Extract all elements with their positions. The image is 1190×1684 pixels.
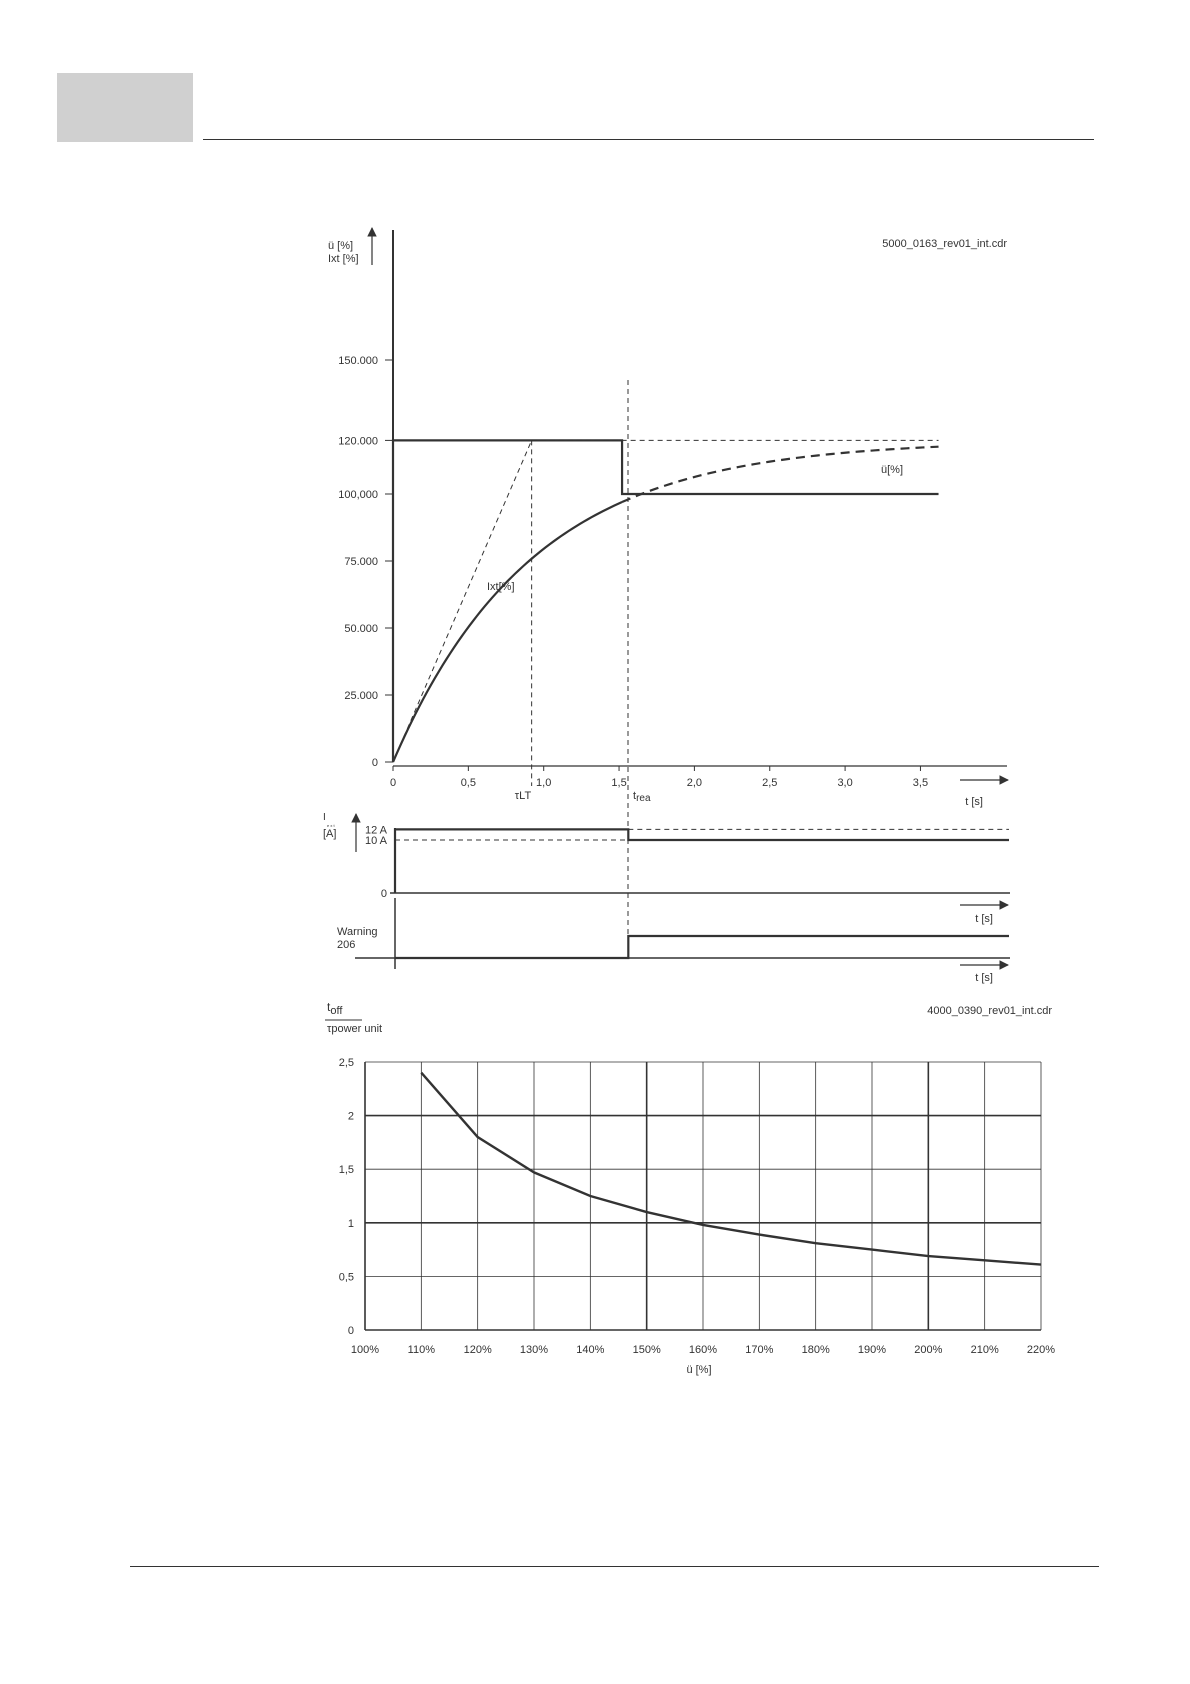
- chart4-y-ticks: [339, 1057, 354, 1337]
- chart1-y-tick-label: 25.000: [344, 690, 378, 702]
- chart4-x-tick-label: 220%: [1026, 1344, 1056, 1356]
- chart-iext: [323, 812, 1010, 925]
- chart2-y-tick-label: 10 A: [364, 835, 387, 847]
- chart4-x-tick-label: 100%: [350, 1344, 380, 1356]
- t-rea-marker-label: trea: [633, 790, 651, 804]
- chart4-ylabel-denominator: τpower unit: [327, 1023, 383, 1035]
- chart1-y-ticks: [338, 355, 393, 769]
- chart4-x-tick-label: 130%: [519, 1344, 549, 1356]
- chart2-series: [395, 829, 1009, 893]
- chart3-series: [395, 936, 1009, 958]
- chart4-x-tick-label: 160%: [688, 1344, 718, 1356]
- chart4-x-tick-label: 120%: [463, 1344, 492, 1356]
- chart4-y-tick-label: 2,5: [338, 1057, 354, 1069]
- chart1-x-tick-label: 0,5: [460, 777, 476, 789]
- chart1-x-tick-label: 0: [389, 777, 397, 789]
- chart2-y-ticks: [365, 824, 388, 900]
- chart1-series: [393, 440, 939, 786]
- chart4-ylabel-numerator: toff: [327, 1000, 343, 1017]
- chart1-x-tick-label: 3,5: [912, 777, 929, 789]
- chart4-x-tick-label: 180%: [801, 1344, 830, 1356]
- chart-overload-time: [328, 228, 1008, 808]
- chart4-y-tick-label: 0: [347, 1325, 354, 1337]
- chart1-x-tick-label: 1,0: [536, 777, 552, 789]
- chart1-x-tick-label: 2,5: [762, 777, 778, 789]
- chart2-y-tick-label: 12 A: [364, 824, 387, 837]
- chart3-ylabel-206: 206: [337, 939, 356, 951]
- chart1-series-line: [393, 502, 622, 762]
- chart4-x-tick-label: 150%: [632, 1344, 661, 1356]
- chart4-x-tick-label: 110%: [407, 1344, 435, 1356]
- chart-toff-ratio: [325, 1000, 1055, 1376]
- chart4-ylabel-num-sub: off: [330, 1005, 343, 1017]
- chart1-ylabel-ue: ü [%]: [328, 240, 354, 252]
- chart4-x-tick-label: 140%: [576, 1344, 605, 1356]
- chart1-y-tick-label: 75.000: [344, 556, 378, 568]
- chart1-y-tick-label: 150.000: [338, 355, 378, 367]
- chart1-x-tick-label: 3,0: [837, 777, 853, 789]
- chart4-x-tick-label: 210%: [970, 1344, 999, 1356]
- chart4-y-tick-label: 0,5: [338, 1271, 354, 1284]
- chart4-x-tick-label: 190%: [857, 1344, 887, 1356]
- chart4-series-line: [421, 1073, 1041, 1265]
- chart4-x-tick-label: 170%: [745, 1344, 774, 1356]
- chart1-label-ixt: Ixt[%]: [487, 581, 515, 593]
- chart1-y-tick-label: 50.000: [344, 623, 378, 635]
- chart1-series-line: [393, 440, 532, 762]
- chart4-series: [421, 1073, 1041, 1265]
- chart4-y-tick-label: 2: [347, 1110, 354, 1123]
- chart4-y-tick-label: 1: [347, 1217, 354, 1230]
- chart1-x-tick-label: 1,5: [611, 777, 627, 789]
- chart2-ylabel-a: [A]: [323, 828, 337, 840]
- chart1-label-ue: ü[%]: [881, 464, 904, 476]
- chart2-y-tick-label: 0: [380, 888, 387, 900]
- chart1-source-label: 5000_0163_rev01_int.cdr: [882, 238, 1007, 250]
- tau-lt-subscript: LT: [519, 790, 532, 802]
- chart2-series-line: [395, 829, 1009, 893]
- chart4-y-tick-label: 1,5: [338, 1164, 354, 1177]
- chart4-x-tick-label: 200%: [914, 1344, 943, 1356]
- chart2-ylabel-ext: e x t: [327, 823, 335, 828]
- chart3-xlabel: t [s]: [975, 972, 993, 984]
- chart1-series-line: [393, 440, 939, 762]
- tau-lt-marker-label: τLT: [514, 790, 532, 802]
- chart2-ylabel-i: I: [323, 812, 326, 823]
- chart4-ylabel-den-sub: power unit: [331, 1023, 383, 1035]
- chart1-x-ticks: [390, 766, 928, 789]
- chart2-xlabel: t [s]: [975, 913, 993, 925]
- chart3-series-line: [395, 936, 1009, 958]
- chart1-xlabel: t [s]: [965, 796, 983, 808]
- chart4-source-label: 4000_0390_rev01_int.cdr: [927, 1005, 1052, 1017]
- chart1-y-tick-label: 0: [371, 757, 378, 769]
- chart3-ylabel-warning: Warning: [337, 926, 378, 938]
- t-rea-subscript: rea: [636, 793, 651, 804]
- chart1-y-tick-label: 120.000: [338, 435, 378, 448]
- chart4-x-ticks: [351, 1344, 1055, 1356]
- chart4-grid: [365, 1062, 1041, 1330]
- chart-warning: [337, 898, 1010, 984]
- chart1-y-tick-label: 100,000: [338, 489, 378, 501]
- chart1-x-tick-label: 2,0: [686, 777, 703, 789]
- chart1-ylabel-ixt: Ixt [%]: [328, 253, 359, 265]
- chart4-xlabel: ü [%]: [686, 1364, 712, 1376]
